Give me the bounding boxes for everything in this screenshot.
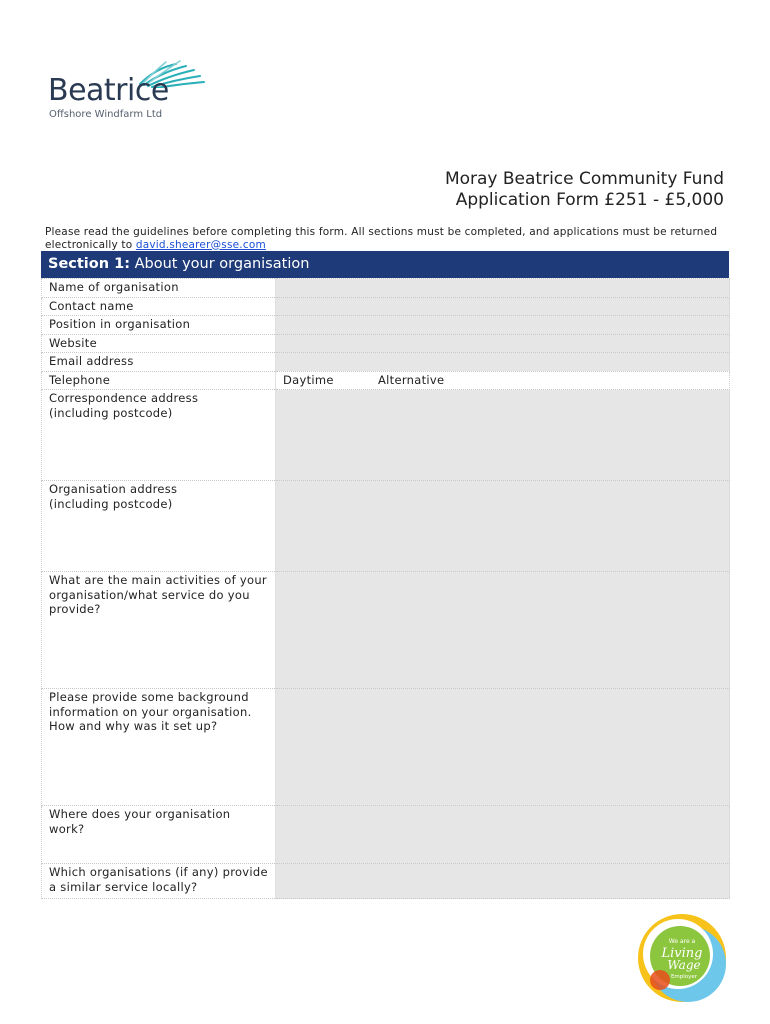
field-label: Email address xyxy=(42,353,276,372)
telephone-field[interactable] xyxy=(276,371,730,390)
form-title-line2: Application Form £251 - £5,000 xyxy=(455,190,724,210)
field-label: Position in organisation xyxy=(42,316,276,335)
contact-name-field[interactable] xyxy=(276,297,730,316)
badge-line3: Wage xyxy=(667,958,701,972)
main-activities-field[interactable] xyxy=(276,572,730,689)
table-row xyxy=(42,806,730,864)
intro-body: Please read the guidelines before completing this form. All sections must be completed, and applications must be returned electronically to xyxy=(45,226,718,251)
table-row xyxy=(42,353,730,372)
field-label: What are the main activities of your organisation/what service do you provide? xyxy=(42,572,276,689)
table-row xyxy=(42,390,730,481)
table-row xyxy=(42,316,730,335)
field-label: Correspondence address (including postcode) xyxy=(42,390,276,481)
field-label: Organisation address (including postcode) xyxy=(42,481,276,572)
website-field[interactable] xyxy=(276,334,730,353)
table-row xyxy=(42,334,730,353)
table-row xyxy=(42,689,730,806)
field-label: Which organisations (if any) provide a similar service locally? xyxy=(42,864,276,899)
section-title: About your organisation xyxy=(134,256,310,272)
section-number: Section 1: xyxy=(48,256,130,272)
table-row xyxy=(42,279,730,298)
contact-email-link[interactable]: david.shearer@sse.com xyxy=(135,238,266,251)
background-info-field[interactable] xyxy=(276,689,730,806)
field-label: Website xyxy=(42,334,276,353)
organisation-address-field[interactable] xyxy=(276,481,730,572)
where-work-field[interactable] xyxy=(276,806,730,864)
field-label: Where does your organisation work? xyxy=(42,806,276,864)
table-row xyxy=(42,371,730,390)
form-title xyxy=(445,169,724,211)
logo-tagline: Offshore Windfarm Ltd xyxy=(49,109,163,120)
table-row xyxy=(42,481,730,572)
field-label: Telephone xyxy=(42,371,276,390)
beatrice-logo xyxy=(48,58,218,128)
position-field[interactable] xyxy=(276,316,730,335)
field-label: Contact name xyxy=(42,297,276,316)
badge-line1: We are a xyxy=(668,938,696,945)
field-label: Name of organisation xyxy=(42,279,276,298)
logo-wordmark: Beatrice xyxy=(48,73,169,108)
telephone-alternative-label: Alternative xyxy=(378,372,445,387)
email-field[interactable] xyxy=(276,353,730,372)
badge-line2: Living xyxy=(661,946,703,961)
organisation-form-table xyxy=(41,278,730,899)
living-wage-badge-icon xyxy=(630,910,730,1005)
organisation-name-field[interactable] xyxy=(276,279,730,298)
form-title-line1: Moray Beatrice Community Fund xyxy=(444,169,724,189)
similar-services-field[interactable] xyxy=(276,864,730,899)
section-header xyxy=(41,251,729,278)
badge-line4: Employer xyxy=(670,974,698,980)
intro-text xyxy=(45,226,735,251)
telephone-daytime-label: Daytime xyxy=(283,372,334,387)
correspondence-address-field[interactable] xyxy=(276,390,730,481)
table-row xyxy=(42,297,730,316)
field-label: Please provide some background information on your organisation. How and why was it set up? xyxy=(42,689,276,806)
table-row xyxy=(42,572,730,689)
table-row xyxy=(42,864,730,899)
